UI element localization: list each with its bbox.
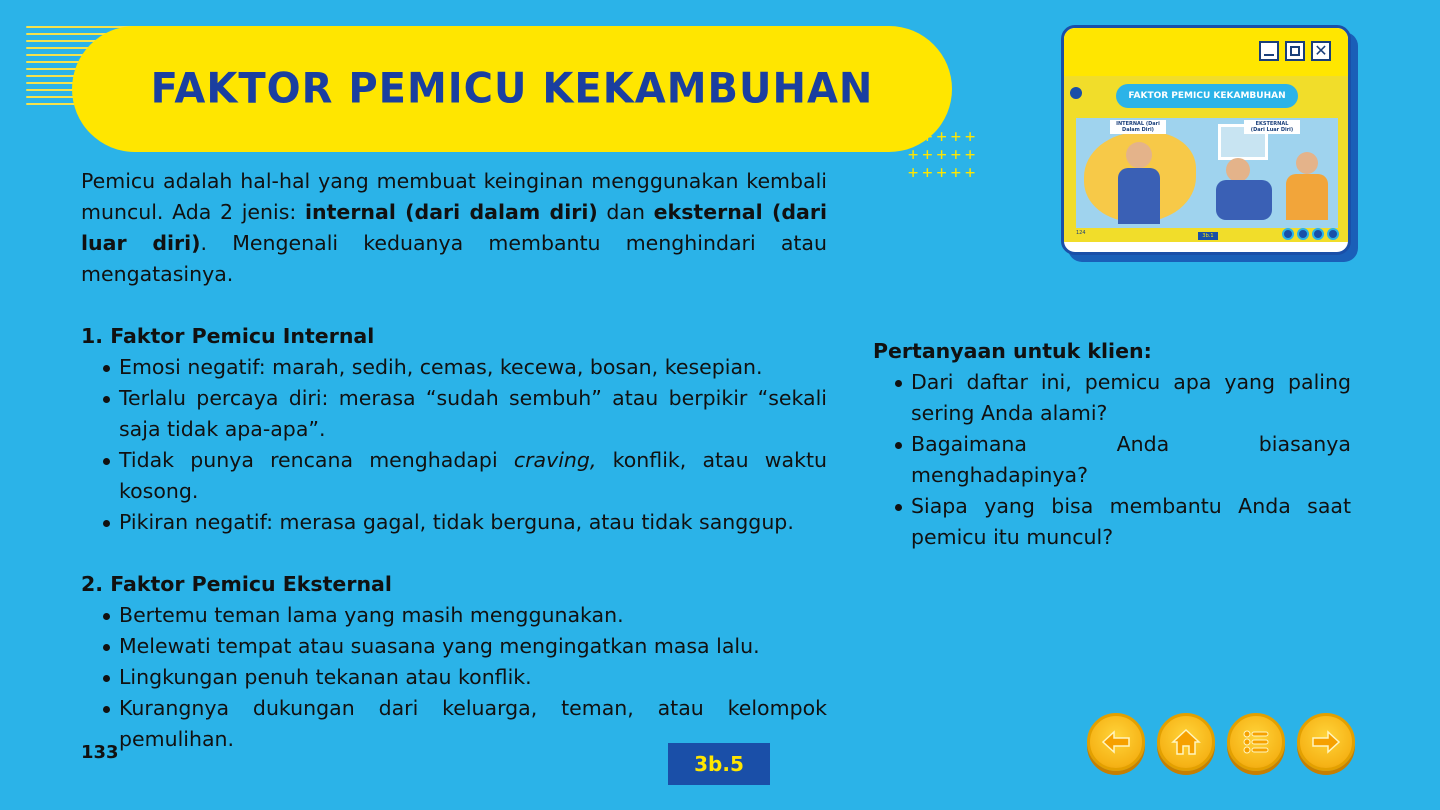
questions-list <box>873 367 1351 553</box>
questions-heading: Pertanyaan untuk klien: <box>873 339 1152 363</box>
section-code-badge: 3b.5 <box>668 743 770 785</box>
thumbnail-slide <box>1064 76 1348 242</box>
logo-icon <box>1068 85 1084 101</box>
back-button[interactable] <box>1087 713 1145 771</box>
external-list <box>81 600 827 755</box>
mini-home-icon <box>1297 228 1309 240</box>
mini-back-icon <box>1282 228 1294 240</box>
forward-arrow-icon <box>1310 726 1342 758</box>
thumbnail-code: 3b.1 <box>1198 232 1218 240</box>
list-item: Melewati tempat atau suasana yang mengingatkan masa lalu. <box>81 631 827 662</box>
forward-button[interactable] <box>1297 713 1355 771</box>
list-item: Bagaimana Anda biasanya menghadapinya? <box>873 429 1351 491</box>
list-item: Tidak punya rencana menghadapi craving, konflik, atau waktu kosong. <box>81 445 827 507</box>
external-heading: 2. Faktor Pemicu Eksternal <box>81 572 392 596</box>
main-content <box>81 166 827 755</box>
intro-paragraph: Pemicu adalah hal-hal yang membuat keinginan menggunakan kembali muncul. Ada 2 jenis: internal (dari dalam diri) dan eksternal (dari luar diri). Mengenali keduanya membantu menghindari atau mengatasinya. <box>81 169 827 286</box>
mini-list-icon <box>1312 228 1324 240</box>
page-number: 133 <box>81 742 119 763</box>
list-item: Emosi negatif: marah, sedih, cemas, kecewa, bosan, kesepian. <box>81 352 827 383</box>
title-banner <box>72 26 952 152</box>
back-arrow-icon <box>1100 726 1132 758</box>
thumbnail-page-number: 124 <box>1076 230 1086 236</box>
thumbnail-label-external: EKSTERNAL (Dari Luar Diri) <box>1244 120 1300 134</box>
slide-thumbnail-window[interactable] <box>1061 25 1351 255</box>
list-item: Pikiran negatif: merasa gagal, tidak berguna, atau tidak sanggup. <box>81 507 827 538</box>
list-item: Terlalu percaya diri: merasa “sudah sembuh” atau berpikir “sekali saja tidak apa-apa”. <box>81 383 827 445</box>
questions-panel <box>873 336 1351 553</box>
home-icon <box>1170 726 1202 758</box>
list-item: Bertemu teman lama yang masih menggunakan. <box>81 600 827 631</box>
minimize-icon[interactable] <box>1259 41 1279 61</box>
list-item: Siapa yang bisa membantu Anda saat pemicu itu muncul? <box>873 491 1351 553</box>
thumbnail-title: FAKTOR PEMICU KEKAMBUHAN <box>1116 84 1298 108</box>
page-title: FAKTOR PEMICU KEKAMBUHAN <box>150 64 874 114</box>
mini-forward-icon <box>1327 228 1339 240</box>
internal-list <box>81 352 827 538</box>
thumbnail-illustration <box>1076 118 1338 228</box>
thumbnail-label-internal: INTERNAL (Dari Dalam Diri) <box>1110 120 1166 134</box>
maximize-icon[interactable] <box>1285 41 1305 61</box>
list-item: Dari daftar ini, pemicu apa yang paling sering Anda alami? <box>873 367 1351 429</box>
list-icon <box>1240 726 1272 758</box>
internal-heading: 1. Faktor Pemicu Internal <box>81 324 375 348</box>
thumbnail-titlebar <box>1064 28 1348 76</box>
close-icon[interactable]: ✕ <box>1311 41 1331 61</box>
menu-list-button[interactable] <box>1227 713 1285 771</box>
home-button[interactable] <box>1157 713 1215 771</box>
list-item: Kurangnya dukungan dari keluarga, teman, atau kelompok pemulihan. <box>81 693 827 755</box>
list-item: Lingkungan penuh tekanan atau konflik. <box>81 662 827 693</box>
decorative-plus-grid: +++++ +++++ +++++ <box>908 127 980 183</box>
